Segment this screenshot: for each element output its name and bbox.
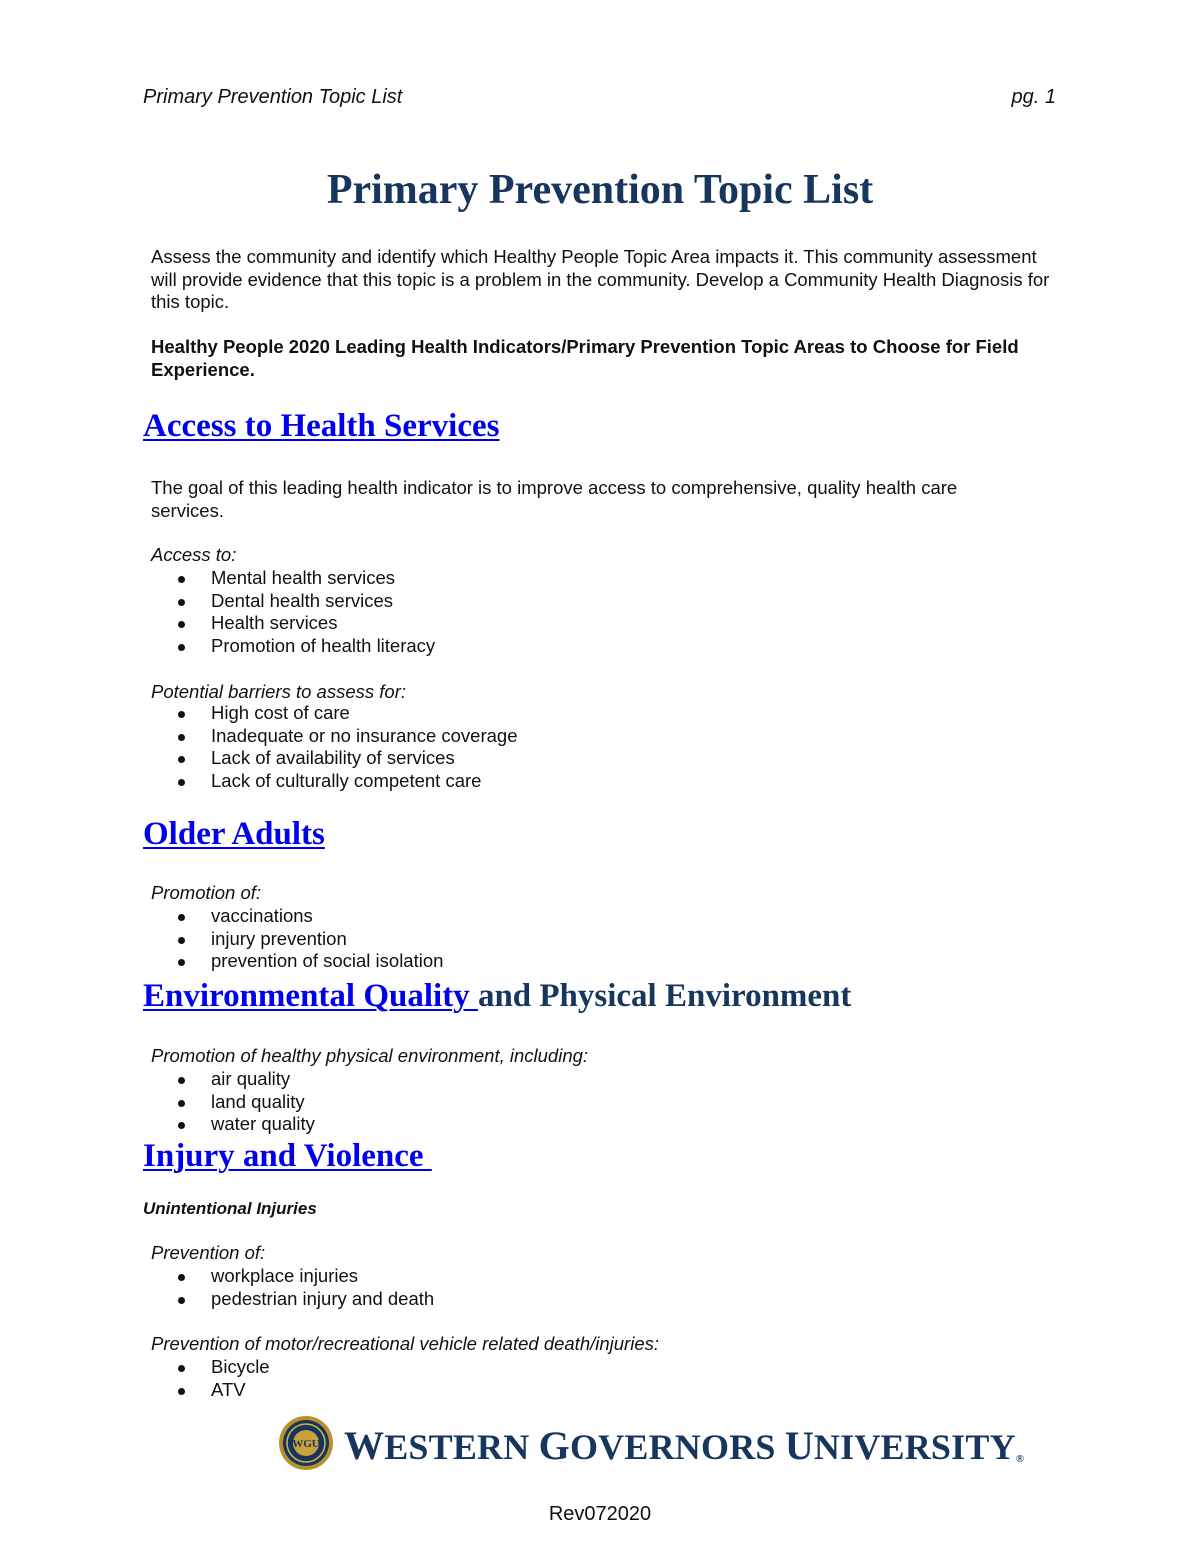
list-item: pedestrian injury and death <box>151 1288 434 1311</box>
environment-heading-rest: and Physical Environment <box>477 978 852 1014</box>
list-item: injury prevention <box>151 928 443 951</box>
environment-label: Promotion of healthy physical environment, including: <box>151 1045 589 1066</box>
section-heading-injury <box>143 1136 432 1176</box>
access-link[interactable]: Access to Health Services <box>143 408 500 444</box>
page-number: pg. 1 <box>1011 86 1056 108</box>
list-item: water quality <box>151 1113 315 1136</box>
list-item: air quality <box>151 1068 315 1091</box>
older-adults-list <box>151 905 443 973</box>
university-seal-icon <box>278 1415 334 1471</box>
list-item: ATV <box>151 1379 270 1402</box>
list-item: Inadequate or no insurance coverage <box>151 725 518 748</box>
section-heading-older-adults <box>143 814 325 854</box>
unintentional-injuries-subheading: Unintentional Injuries <box>143 1199 317 1218</box>
section-heading-environment <box>143 976 851 1016</box>
injury-prevention-label: Prevention of: <box>151 1242 266 1263</box>
access-list <box>151 567 435 657</box>
section-heading-access <box>143 406 499 446</box>
document-title: Primary Prevention Topic List <box>326 167 874 213</box>
indicators-heading: Healthy People 2020 Leading Health Indicators/Primary Prevention Topic Areas to Choose for Field Experience. <box>151 336 1019 380</box>
injury-violence-link[interactable]: Injury and Violence <box>143 1138 432 1174</box>
list-item: Lack of availability of services <box>151 747 518 770</box>
list-item: workplace injuries <box>151 1265 434 1288</box>
injury-prevention-list <box>151 1265 434 1310</box>
list-item: vaccinations <box>151 905 443 928</box>
environment-list <box>151 1068 315 1136</box>
list-item: High cost of care <box>151 702 518 725</box>
list-item: land quality <box>151 1091 315 1114</box>
access-goal-text: The goal of this leading health indicator is to improve access to comprehensive, quality health care services. <box>151 477 958 521</box>
wgu-wordmark: WESTERN GOVERNORS UNIVERSITY® <box>344 1423 1025 1468</box>
barriers-list <box>151 702 518 792</box>
barriers-label: Potential barriers to assess for: <box>151 681 406 702</box>
list-item: Promotion of health literacy <box>151 635 435 658</box>
older-adults-label: Promotion of: <box>151 882 262 903</box>
vehicle-prevention-label: Prevention of motor/recreational vehicle related death/injuries: <box>151 1333 660 1354</box>
list-item: prevention of social isolation <box>151 950 443 973</box>
older-adults-link[interactable]: Older Adults <box>143 816 325 852</box>
list-item: Lack of culturally competent care <box>151 770 518 793</box>
revision-label: Rev072020 <box>548 1503 652 1525</box>
list-item: Health services <box>151 612 435 635</box>
list-item: Mental health services <box>151 567 435 590</box>
access-label: Access to: <box>151 544 237 565</box>
list-item: Bicycle <box>151 1356 270 1379</box>
environmental-quality-link[interactable]: Environmental Quality <box>143 978 478 1014</box>
seal-text: WGU <box>292 1438 320 1450</box>
vehicle-prevention-list <box>151 1356 270 1401</box>
list-item: Dental health services <box>151 590 435 613</box>
intro-paragraph: Assess the community and identify which Healthy People Topic Area impacts it. This community assessment will provide evidence that this topic is a problem in the community. Develop a Community Health Diagnosis for this topic. <box>151 246 1050 312</box>
wgu-logo <box>278 1415 1025 1475</box>
page-header-title: Primary Prevention Topic List <box>143 86 403 108</box>
